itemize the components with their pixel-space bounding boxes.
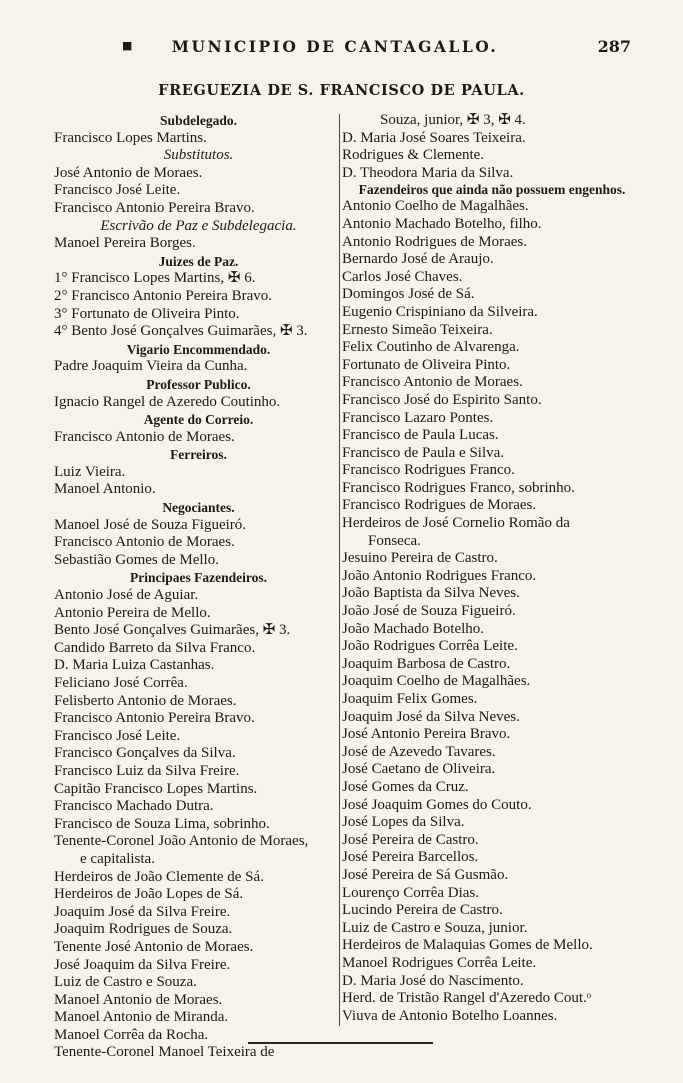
list-entry: Joaquim Barbosa de Castro.	[342, 655, 511, 672]
list-entry: Herdeiros de José Cornelio Romão da	[342, 515, 570, 532]
list-entry: Joaquim Coelho de Magalhães.	[342, 673, 531, 690]
list-entry: Souza, junior, ✠ 3, ✠ 4.	[380, 112, 526, 128]
list-entry: 2° Francisco Antonio Pereira Bravo.	[54, 287, 273, 304]
list-entry: Luiz Vieira.	[54, 463, 126, 480]
list-entry: José Antonio de Moraes.	[54, 164, 203, 181]
list-entry: Joaquim José da Silva Neves.	[342, 708, 520, 725]
list-entry: Capitão Francisco Lopes Martins.	[54, 780, 258, 797]
list-entry: Francisco Antonio Pereira Bravo.	[54, 710, 255, 727]
list-entry: José Antonio Pereira Bravo.	[342, 726, 511, 743]
list-entry: Francisco Antonio de Moraes.	[54, 428, 235, 445]
list-entry: João Rodrigues Corrêa Leite.	[342, 638, 518, 655]
list-entry: Rodrigues & Clemente.	[342, 147, 485, 164]
list-entry: Francisco Rodrigues de Moraes.	[342, 497, 537, 514]
list-entry: Manoel Antonio.	[54, 481, 156, 498]
parish-title: FREGUEZIA DE S. FRANCISCO DE PAULA.	[158, 82, 525, 99]
section-heading: Escrivão de Paz e Subdelegacia.	[100, 217, 297, 234]
list-entry: Tenente José Antonio de Moraes.	[54, 938, 254, 955]
list-entry: Antonio Rodrigues de Moraes.	[342, 233, 527, 250]
list-entry: D. Maria José Soares Teixeira.	[342, 129, 526, 146]
list-entry: 4° Bento José Gonçalves Guimarães, ✠ 3.	[54, 323, 308, 340]
list-entry: Eugenio Crispiniano da Silveira.	[342, 303, 538, 320]
list-entry: Francisco José do Espirito Santo.	[342, 391, 542, 408]
list-entry: Sebastião Gomes de Mello.	[54, 551, 219, 568]
list-entry: Joaquim Rodrigues de Souza.	[54, 921, 233, 938]
list-entry: Luiz de Castro e Souza, junior.	[342, 919, 528, 936]
list-entry: Francisco de Paula e Silva.	[342, 444, 505, 461]
list-entry: Manoel Antonio de Moraes.	[54, 991, 223, 1008]
section-heading: Vigario Encommendado.	[126, 341, 271, 357]
list-entry: João José de Souza Figueiró.	[342, 603, 516, 620]
list-entry: Fortunato de Oliveira Pinto.	[342, 356, 511, 373]
section-heading: Ferreiros.	[170, 447, 227, 463]
section-heading: Agente do Correio.	[143, 412, 254, 428]
list-entry: João Baptista da Silva Neves.	[342, 585, 520, 602]
list-entry: José de Azevedo Tavares.	[342, 743, 496, 760]
list-entry: Lucindo Pereira de Castro.	[342, 902, 503, 919]
section-heading: Fazendeiros que ainda não possuem engenhos.	[358, 182, 626, 198]
list-entry: José Pereira Barcellos.	[342, 849, 479, 866]
list-entry: Feliciano José Corrêa.	[54, 675, 188, 691]
list-entry: José Pereira de Sá Gusmão.	[342, 866, 509, 883]
list-entry: Manoel Pereira Borges.	[54, 235, 196, 252]
list-entry: Ernesto Simeão Teixeira.	[342, 321, 493, 338]
list-entry: Manoel Antonio de Miranda.	[54, 1009, 229, 1026]
bottom-rule	[248, 1042, 433, 1044]
section-heading: Professor Publico.	[146, 376, 251, 392]
list-entry: Padre Joaquim Vieira da Cunha.	[54, 358, 248, 375]
list-entry: Francisco Antonio de Moraes.	[54, 534, 235, 551]
list-entry: Manoel Corrêa da Rocha.	[54, 1026, 209, 1043]
list-entry: e capitalista.	[80, 850, 155, 867]
list-entry: Francisco Gonçalves da Silva.	[54, 745, 236, 762]
page-title: MUNICIPIO DE CANTAGALLO.	[171, 37, 499, 56]
list-entry: Francisco Lazaro Pontes.	[342, 409, 494, 426]
list-entry: Manoel Rodrigues Corrêa Leite.	[342, 954, 537, 971]
page-number: 287	[597, 37, 631, 56]
list-entry: Francisco Machado Dutra.	[54, 798, 214, 815]
list-entry: Antonio Pereira de Mello.	[54, 604, 211, 621]
list-entry: Antonio José de Aguiar.	[54, 587, 199, 604]
list-entry: D. Maria Luiza Castanhas.	[54, 657, 215, 674]
list-entry: João Machado Botelho.	[342, 620, 485, 637]
list-entry: Felix Coutinho de Alvarenga.	[342, 339, 520, 356]
list-entry: D. Theodora Maria da Silva.	[342, 164, 514, 181]
list-entry: Francisco de Souza Lima, sobrinho.	[54, 815, 270, 832]
list-entry: Herdeiros de Malaquias Gomes de Mello.	[342, 937, 593, 954]
section-heading: Subdelegado.	[160, 113, 237, 128]
list-entry: Herd. de Tristão Rangel d'Azeredo Cout.ᵒ	[342, 990, 592, 1007]
list-entry: Joaquim Felix Gomes.	[342, 691, 478, 707]
list-entry: José Joaquim da Silva Freire.	[54, 956, 231, 973]
list-entry: D. Maria José do Nascimento.	[342, 972, 524, 989]
list-entry: José Joaquim Gomes do Couto.	[342, 796, 532, 813]
list-entry: Francisco Luiz da Silva Freire.	[54, 762, 240, 779]
list-entry: Francisco de Paula Lucas.	[342, 427, 499, 444]
section-heading: Juizes de Paz.	[158, 253, 239, 269]
list-entry: José Pereira de Castro.	[342, 831, 479, 848]
list-entry: Fonseca.	[368, 532, 421, 549]
list-entry: Candido Barreto da Silva Franco.	[54, 639, 256, 656]
list-entry: Francisco Antonio de Moraes.	[342, 374, 523, 391]
list-entry: Lourenço Corrêa Dias.	[342, 884, 480, 901]
list-entry: Francisco Lopes Martins.	[54, 129, 207, 146]
list-entry: Tenente-Coronel Manoel Teixeira de	[54, 1044, 275, 1061]
list-entry: Viuva de Antonio Botelho Loannes.	[342, 1007, 558, 1024]
column-divider	[339, 114, 340, 1026]
list-entry: Francisco José Leite.	[54, 727, 181, 744]
list-entry: Bento José Gonçalves Guimarães, ✠ 3.	[54, 622, 291, 639]
section-heading: Negociantes.	[162, 500, 235, 516]
list-entry: José Gomes da Cruz.	[342, 778, 469, 795]
list-entry: Manoel José de Souza Figueiró.	[54, 516, 247, 533]
section-heading: Substitutos.	[163, 147, 234, 164]
list-entry: Luiz de Castro e Souza.	[54, 974, 197, 991]
list-entry: Felisberto Antonio de Moraes.	[54, 692, 237, 709]
section-heading: Principaes Fazendeiros.	[130, 570, 267, 586]
list-entry: José Caetano de Oliveira.	[342, 761, 496, 778]
list-entry: Herdeiros de João Clemente de Sá.	[54, 868, 264, 885]
list-entry: Tenente-Coronel João Antonio de Moraes,	[54, 833, 309, 850]
list-entry: Francisco Rodrigues Franco.	[342, 462, 515, 479]
list-entry: Francisco Antonio Pereira Bravo.	[54, 199, 255, 216]
list-entry: Antonio Machado Botelho, filho.	[342, 215, 542, 232]
left-column	[54, 112, 343, 1062]
list-entry: Domingos José de Sá.	[342, 286, 475, 303]
list-entry: Herdeiros de João Lopes de Sá.	[54, 886, 244, 903]
list-entry: Francisco José Leite.	[54, 182, 181, 199]
list-entry: 1° Francisco Lopes Martins, ✠ 6.	[54, 270, 256, 287]
list-entry: Francisco Rodrigues Franco, sobrinho.	[342, 479, 575, 496]
list-entry: Antonio Coelho de Magalhães.	[342, 198, 529, 215]
printer-mark: ■	[122, 39, 133, 52]
list-entry: 3° Fortunato de Oliveira Pinto.	[54, 305, 240, 322]
list-entry: Joaquim José da Silva Freire.	[54, 903, 231, 920]
list-entry: Ignacio Rangel de Azeredo Coutinho.	[54, 393, 281, 410]
list-entry: João Antonio Rodrigues Franco.	[342, 567, 537, 584]
right-column	[342, 112, 642, 1025]
list-entry: Carlos José Chaves.	[342, 268, 463, 285]
list-entry: Jesuino Pereira de Castro.	[342, 550, 498, 567]
list-entry: José Lopes da Silva.	[342, 814, 465, 831]
running-head	[0, 37, 683, 59]
list-entry: Bernardo José de Araujo.	[342, 251, 494, 268]
